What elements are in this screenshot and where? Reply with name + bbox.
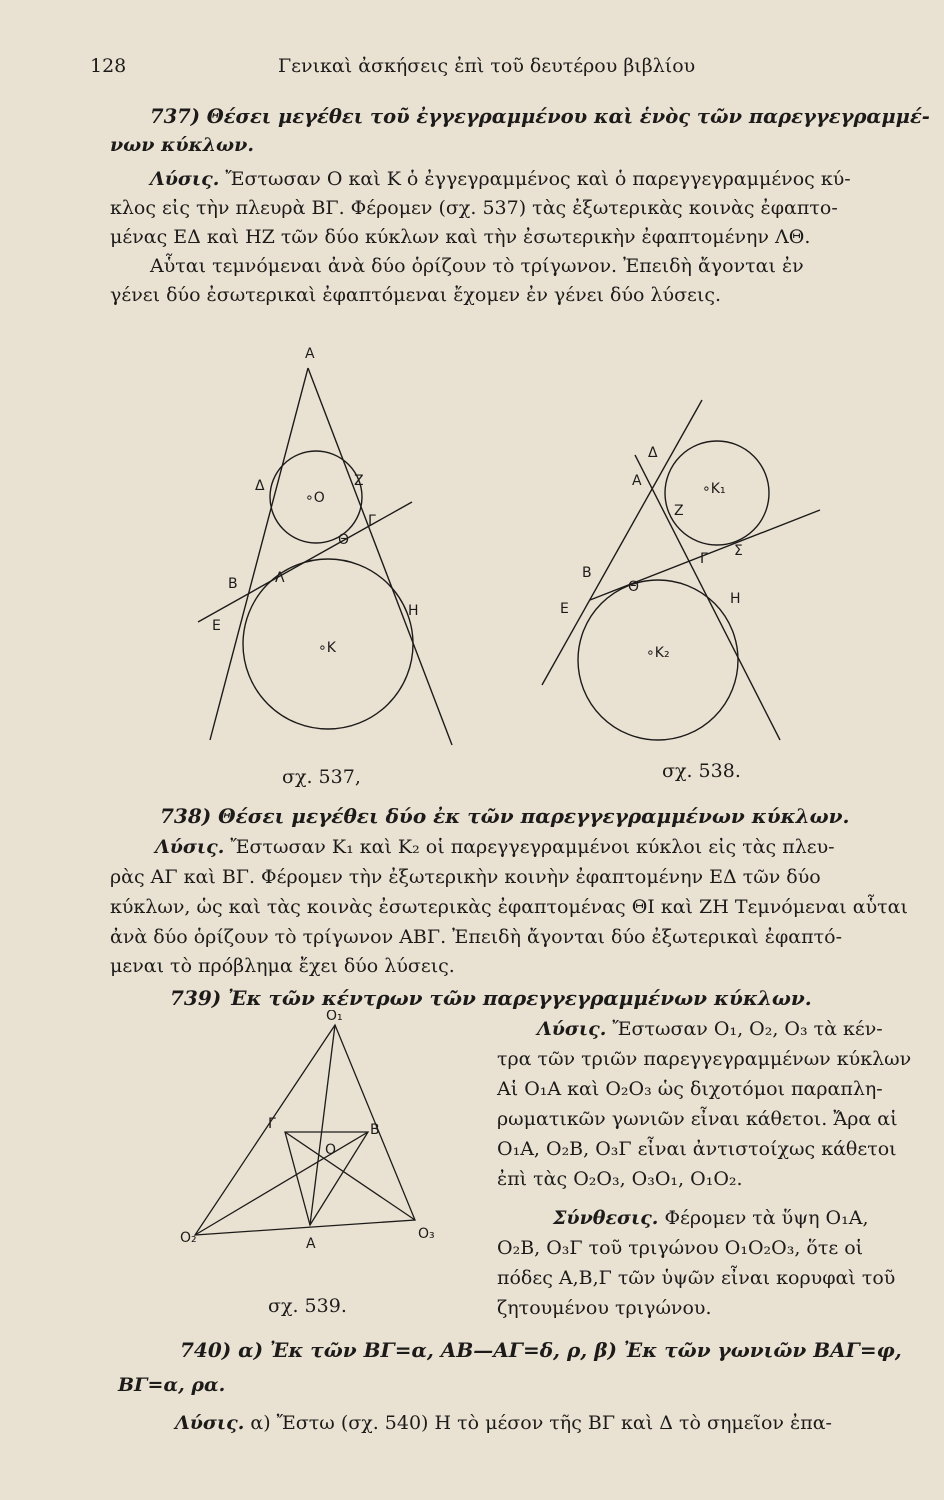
- solution-label: Λύσις.: [537, 1018, 607, 1040]
- exercise-738-title: 738) Θέσει μεγέθει δύο ἐκ τῶν παρεγγεγραμμένων κύκλων.: [160, 804, 850, 828]
- exercise-739-line-3: Αἱ Ο₁Α καὶ Ο₂Ο₃ ὡς διχοτόμοι παραπλη-: [497, 1078, 883, 1100]
- fig539-label-o: O: [325, 1142, 337, 1158]
- solution-label: Λύσις.: [175, 1412, 245, 1434]
- exercise-737-title-cont: νων κύκλων.: [110, 134, 254, 156]
- fig538-label-a: Α: [632, 473, 642, 489]
- exercise-737-line-1: [150, 166, 851, 192]
- exercise-739-line-2: τρα τῶν τριῶν παρεγγεγραμμένων κύκλων: [497, 1048, 912, 1070]
- synthesis-label: Σύνθεσις.: [553, 1207, 659, 1229]
- fig539-label-g: Γ: [268, 1116, 276, 1132]
- exercise-738-line-1: [155, 834, 835, 860]
- fig538-label-e: Ε: [560, 601, 569, 617]
- fig539-label-o2: O₂: [180, 1230, 197, 1246]
- exercise-740-title-cont: ΒΓ=α, ρα.: [118, 1374, 226, 1396]
- figure-539: [180, 1010, 450, 1260]
- exercise-739-text-1: Ἔστωσαν Ο₁, Ο₂, Ο₃ τὰ κέν-: [612, 1018, 883, 1040]
- exercise-739-synthesis-3: πόδες Α,Β,Γ τῶν ὑψῶν εἶναι κορυφαὶ τοῦ: [497, 1267, 896, 1289]
- fig538-label-k1: ∘K₁: [702, 481, 726, 497]
- exercise-737-title: 737) Θέσει μεγέθει τοῦ ἐγγεγραμμένου καὶ ἑνὸς τῶν παρεγγεγραμμέ-: [150, 104, 930, 128]
- fig537-label-l: Λ: [275, 570, 285, 586]
- exercise-737-line-4: Αὗται τεμνόμεναι ἀνὰ δύο ὁρίζουν τὸ τρίγωνον. Ἐπειδὴ ἄγονται ἐν: [150, 255, 804, 277]
- fig539-label-o1: O₁: [326, 1010, 343, 1024]
- fig537-label-k: ∘Κ: [318, 640, 336, 656]
- exercise-738-line-3: κύκλων, ὡς καὶ τὰς κοινὰς ἐσωτερικὰς ἐφαπτομένας ΘΙ καὶ ΖΗ Τεμνόμεναι αὗται: [110, 896, 908, 918]
- exercise-739-line-5: Ο₁Α, Ο₂Β, Ο₃Γ εἶναι ἀντιστοίχως κάθετοι: [497, 1138, 897, 1160]
- exercise-739-synthesis-4: ζητουμένου τριγώνου.: [497, 1297, 712, 1319]
- fig538-label-g: Γ: [700, 551, 708, 567]
- figure-537: [180, 340, 480, 760]
- fig537-label-b: Β: [228, 576, 238, 592]
- fig539-label-o3: O₃: [418, 1226, 435, 1242]
- exercise-738-text-1: Ἔστωσαν Κ₁ καὶ Κ₂ οἱ παρεγγεγραμμένοι κύκλοι εἰς τὰς πλευ-: [230, 836, 835, 858]
- solution-label: Λύσις.: [155, 836, 225, 858]
- exercise-738-line-4: ἀνὰ δύο ὁρίζουν τὸ τρίγωνον ΑΒΓ. Ἐπειδὴ ἄγονται δύο ἐξωτερικαὶ ἐφαπτό-: [110, 926, 842, 948]
- fig538-label-k2: ∘K₂: [646, 645, 670, 661]
- exercise-739-synthesis-2: Ο₂Β, Ο₃Γ τοῦ τριγώνου Ο₁Ο₂Ο₃, ὅτε οἱ: [497, 1237, 864, 1259]
- figure-537-caption: σχ. 537,: [282, 766, 361, 788]
- fig539-altitude-o2b: [195, 1132, 368, 1235]
- running-title: Γενικαὶ ἀσκήσεις ἐπὶ τοῦ δευτέρου βιβλίου: [278, 55, 696, 77]
- fig538-label-h: Η: [730, 591, 741, 607]
- exercise-740-line-1: [175, 1410, 832, 1436]
- exercise-739-synthesis-1: [553, 1205, 869, 1231]
- exercise-739-synthesis-text-1: Φέρομεν τὰ ὕψη Ο₁Α,: [664, 1207, 869, 1229]
- fig537-label-z: Ζ: [354, 473, 364, 489]
- fig537-label-d: Δ: [255, 478, 265, 494]
- fig538-label-th: Θ: [628, 579, 640, 595]
- fig537-label-a: Α: [305, 346, 315, 362]
- fig539-label-b: Β: [370, 1122, 380, 1138]
- fig537-label-o: ∘O: [305, 490, 325, 506]
- fig539-label-a: Α: [306, 1236, 316, 1252]
- fig537-label-e: Ε: [212, 618, 221, 634]
- exercise-740-title: 740) α) Ἐκ τῶν ΒΓ=α, ΑΒ—ΑΓ=δ, ρ, β) Ἐκ τῶν γωνιῶν ΒΑΓ=φ,: [180, 1338, 902, 1362]
- fig538-label-b: Β: [582, 565, 592, 581]
- exercise-739-line-4: ρωματικῶν γωνιῶν εἶναι κάθετοι. Ἄρα αἱ: [497, 1108, 898, 1130]
- figure-538-caption: σχ. 538.: [662, 760, 741, 782]
- exercise-738-line-5: μεναι τὸ πρόβλημα ἔχει δύο λύσεις.: [110, 955, 455, 977]
- exercise-737-line-2: κλος εἰς τὴν πλευρὰ ΒΓ. Φέρομεν (σχ. 537) τὰς ἐξωτερικὰς κοινὰς ἐφαπτο-: [110, 197, 838, 219]
- fig537-label-th: Θ: [338, 532, 350, 548]
- page-number: 128: [90, 55, 127, 77]
- exercise-737-line-5: γένει δύο ἐσωτερικαὶ ἐφαπτόμεναι ἔχομεν ἐν γένει δύο λύσεις.: [110, 284, 722, 306]
- fig538-label-z: Ζ: [674, 503, 684, 519]
- figure-539-caption: σχ. 539.: [268, 1295, 347, 1317]
- solution-label: Λύσις.: [150, 168, 220, 190]
- exercise-737-line-3: μένας ΕΔ καὶ ΗΖ τῶν δύο κύκλων καὶ τὴν ἐσωτερικὴν ἐφαπτομένην ΛΘ.: [110, 226, 811, 248]
- figure-538: [530, 395, 830, 765]
- exercise-739-title: 739) Ἐκ τῶν κέντρων τῶν παρεγγεγραμμένων κύκλων.: [170, 986, 812, 1010]
- fig537-label-h: Η: [408, 603, 419, 619]
- exercise-739-line-6: ἐπὶ τὰς Ο₂Ο₃, Ο₃Ο₁, Ο₁Ο₂.: [497, 1168, 743, 1190]
- exercise-737-text-1: Ἔστωσαν Ο καὶ Κ ὁ ἐγγεγραμμένος καὶ ὁ παρεγγεγραμμένος κύ-: [225, 168, 851, 190]
- fig538-line-ad: [542, 400, 702, 685]
- fig539-triangle-o1o2o3: [195, 1025, 415, 1235]
- exercise-740-text-1: α) Ἔστω (σχ. 540) Η τὸ μέσον τῆς ΒΓ καὶ Δ τὸ σημεῖον ἐπα-: [250, 1412, 832, 1434]
- fig537-side-ac: [308, 368, 452, 745]
- fig538-label-s: Σ: [734, 543, 743, 559]
- fig539-altitude-o1a: [310, 1025, 335, 1225]
- exercise-739-line-1: [537, 1016, 883, 1042]
- fig537-label-g: Γ: [368, 513, 376, 529]
- fig537-side-ab: [210, 368, 308, 740]
- fig538-label-d: Δ: [648, 445, 658, 461]
- exercise-738-line-2: ρὰς ΑΓ καὶ ΒΓ. Φέρομεν τὴν ἐξωτερικὴν κοινὴν ἐφαπτομένην ΕΔ τῶν δύο: [110, 866, 821, 888]
